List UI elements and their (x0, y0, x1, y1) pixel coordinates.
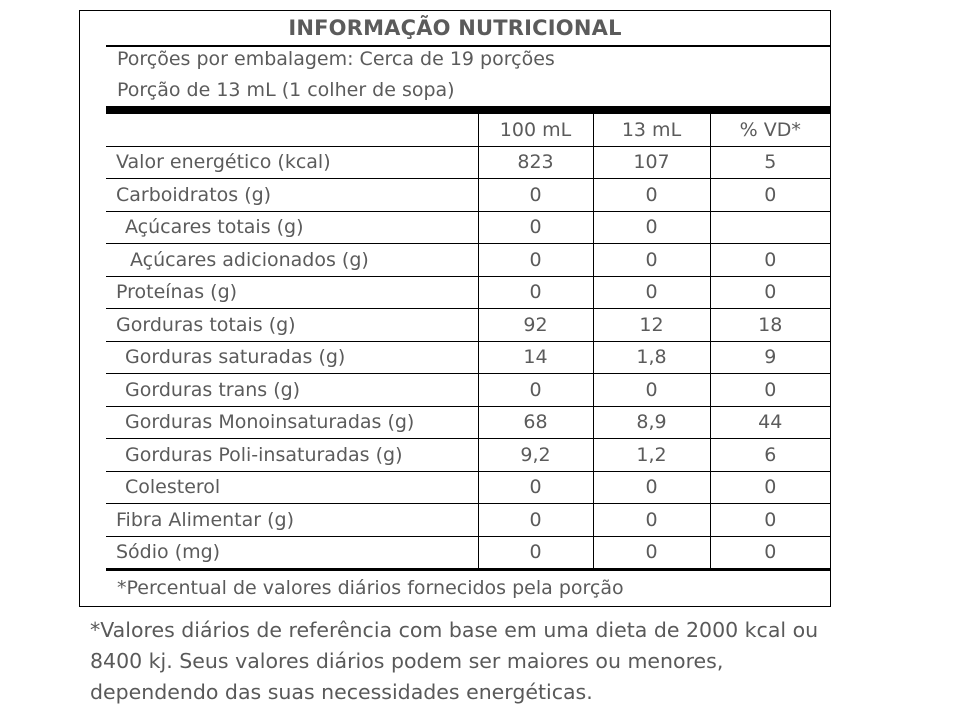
footnote-line: dependendo das suas necessidades energéticas. (90, 680, 593, 704)
value-13ml-cell: 12 (593, 309, 710, 342)
table-row (106, 374, 830, 407)
table-row (106, 504, 830, 537)
thick-divider (106, 106, 830, 114)
serving-size: Porção de 13 mL (1 colher de sopa) (117, 79, 455, 101)
value-vd-cell (710, 211, 830, 244)
value-13ml-cell: 0 (593, 504, 710, 537)
value-vd-cell: 6 (710, 439, 830, 472)
value-100ml-cell: 14 (478, 341, 593, 374)
table-row (106, 146, 830, 179)
value-13ml-cell: 0 (593, 536, 710, 570)
footnote-line: *Valores diários de referência com base em uma dieta de 2000 kcal ou (90, 618, 819, 642)
value-13ml-cell: 107 (593, 146, 710, 179)
value-13ml-cell: 8,9 (593, 406, 710, 439)
label-footer-note: *Percentual de valores diários fornecidos pela porção (117, 577, 624, 599)
value-vd-cell: 18 (710, 309, 830, 342)
table-row (106, 536, 830, 570)
table-row (106, 309, 830, 342)
nutrient-name-cell: Sódio (mg) (106, 536, 478, 570)
table-row (106, 471, 830, 504)
nutrient-name-cell: Gorduras saturadas (g) (106, 341, 478, 374)
nutrient-name-cell: Gorduras Monoinsaturadas (g) (106, 406, 478, 439)
value-13ml-cell: 1,2 (593, 439, 710, 472)
table-row (106, 341, 830, 374)
value-13ml-cell: 1,8 (593, 341, 710, 374)
value-100ml-cell: 0 (478, 276, 593, 309)
value-100ml-cell: 92 (478, 309, 593, 342)
table-row (106, 406, 830, 439)
nutrient-name-cell: Açúcares adicionados (g) (106, 244, 478, 277)
header-cell-13ml: 13 mL (593, 114, 710, 146)
value-vd-cell: 0 (710, 471, 830, 504)
nutrient-name-cell: Proteínas (g) (106, 276, 478, 309)
table-row (106, 244, 830, 277)
nutrition-facts-label (79, 10, 831, 607)
value-vd-cell: 0 (710, 244, 830, 277)
nutrient-name-cell: Fibra Alimentar (g) (106, 504, 478, 537)
value-100ml-cell: 0 (478, 211, 593, 244)
value-vd-cell: 0 (710, 276, 830, 309)
value-13ml-cell: 0 (593, 244, 710, 277)
table-row (106, 211, 830, 244)
value-100ml-cell: 9,2 (478, 439, 593, 472)
nutrient-name-cell: Colesterol (106, 471, 478, 504)
header-cell-100ml: 100 mL (478, 114, 593, 146)
footnote-line: 8400 kj. Seus valores diários podem ser maiores ou menores, (90, 649, 724, 673)
nutrient-name-cell: Carboidratos (g) (106, 179, 478, 212)
value-vd-cell: 44 (710, 406, 830, 439)
nutrient-name-cell: Valor energético (kcal) (106, 146, 478, 179)
value-100ml-cell: 0 (478, 179, 593, 212)
nutrient-name-cell: Gorduras trans (g) (106, 374, 478, 407)
value-13ml-cell: 0 (593, 211, 710, 244)
nutrition-table (106, 114, 830, 571)
title-divider (106, 45, 830, 47)
value-13ml-cell: 0 (593, 276, 710, 309)
value-100ml-cell: 0 (478, 244, 593, 277)
nutrient-name-cell: Gorduras totais (g) (106, 309, 478, 342)
table-row (106, 276, 830, 309)
reference-footnote (90, 615, 910, 708)
servings-per-package: Porções por embalagem: Cerca de 19 porções (117, 48, 555, 70)
value-100ml-cell: 823 (478, 146, 593, 179)
label-title: INFORMAÇÃO NUTRICIONAL (288, 16, 622, 40)
nutrient-name-cell: Gorduras Poli-insaturadas (g) (106, 439, 478, 472)
header-cell-nutrient (106, 114, 478, 146)
value-100ml-cell: 0 (478, 471, 593, 504)
table-row (106, 179, 830, 212)
value-vd-cell: 5 (710, 146, 830, 179)
nutrient-name-cell: Açúcares totais (g) (106, 211, 478, 244)
value-13ml-cell: 0 (593, 374, 710, 407)
table-row (106, 439, 830, 472)
value-100ml-cell: 0 (478, 374, 593, 407)
value-vd-cell: 0 (710, 374, 830, 407)
value-vd-cell: 0 (710, 536, 830, 570)
value-13ml-cell: 0 (593, 471, 710, 504)
value-100ml-cell: 0 (478, 504, 593, 537)
table-header-row (106, 114, 830, 146)
value-vd-cell: 0 (710, 179, 830, 212)
value-100ml-cell: 0 (478, 536, 593, 570)
value-vd-cell: 0 (710, 504, 830, 537)
value-100ml-cell: 68 (478, 406, 593, 439)
value-vd-cell: 9 (710, 341, 830, 374)
header-cell-vd: % VD* (710, 114, 830, 146)
value-13ml-cell: 0 (593, 179, 710, 212)
